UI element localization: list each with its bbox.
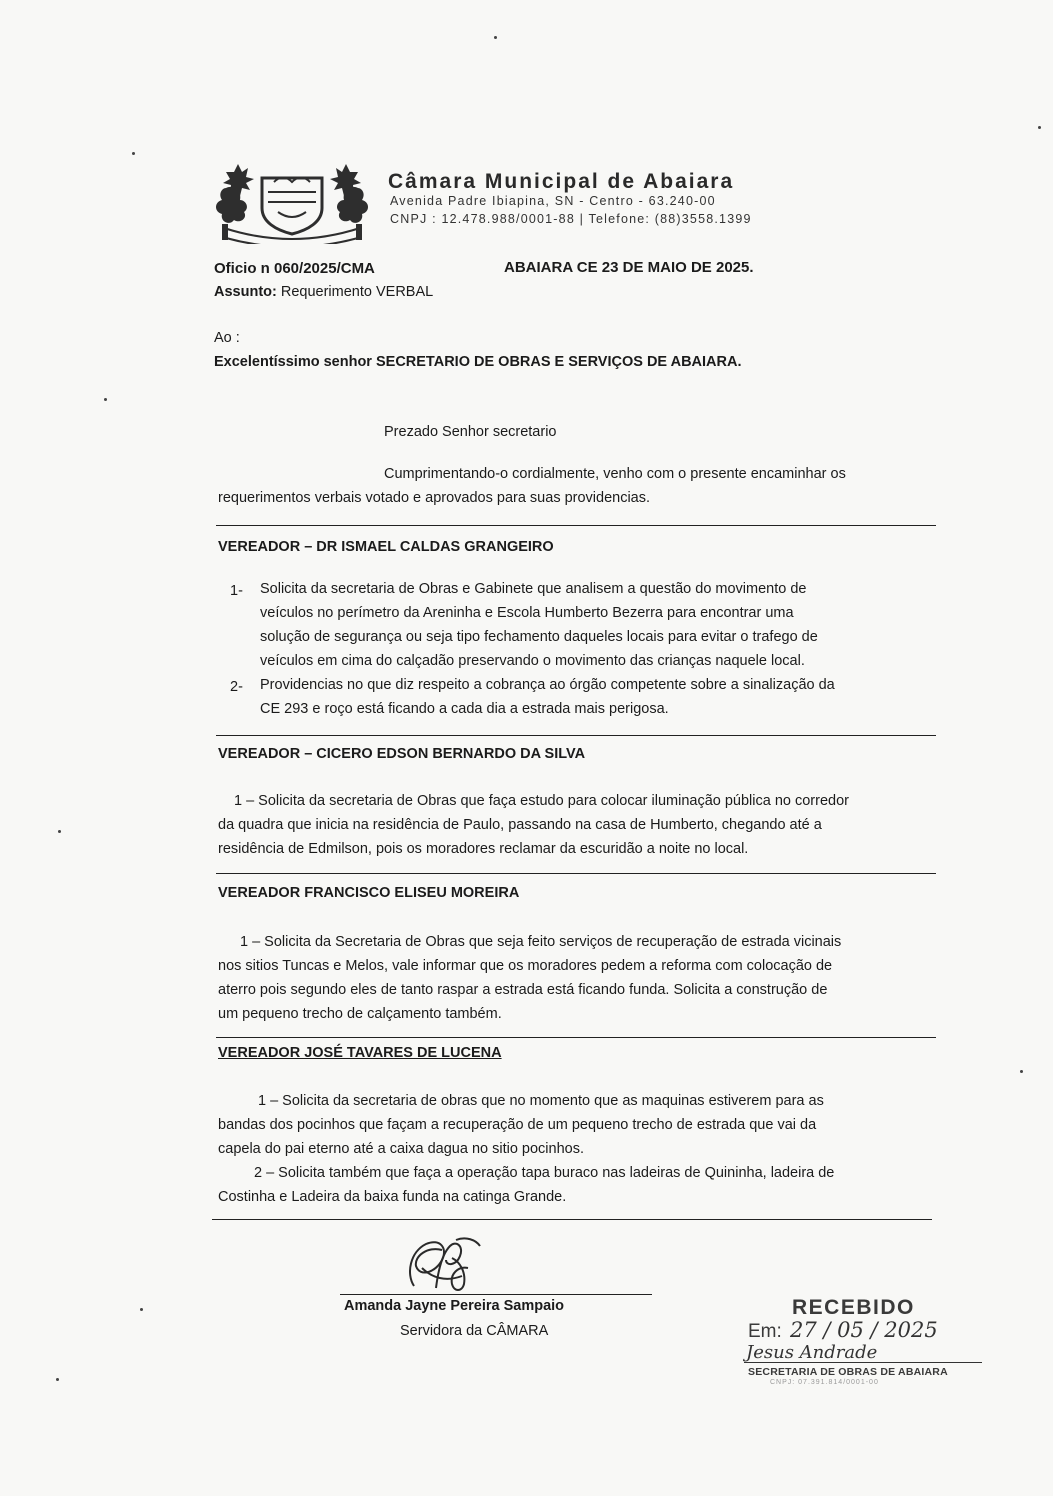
section-heading: VEREADOR – CICERO EDSON BERNARDO DA SILVA (218, 746, 586, 762)
scan-speck (132, 152, 135, 155)
request-line: Costinha e Ladeira da baixa funda na catinga Grande. (218, 1189, 567, 1205)
received-stamp (740, 1296, 984, 1386)
scan-speck (494, 36, 497, 39)
divider (216, 735, 936, 736)
request-item (218, 789, 942, 861)
handwritten-signature (396, 1228, 486, 1298)
request-line: aterro pois segundo eles de tanto raspar a estrada está ficando funda. Solicita a construção de (218, 982, 828, 998)
section-heading: VEREADOR JOSÉ TAVARES DE LUCENA (218, 1045, 502, 1061)
institution-title: Câmara Municipal de Abaiara (388, 170, 735, 193)
item-number: 2- (230, 679, 243, 695)
request-line: Providencias no que diz respeito a cobrança ao órgão competente sobre a sinalização da (260, 677, 835, 693)
request-line: um pequeno trecho de calçamento também. (218, 1006, 502, 1022)
request-line: capela do pai eterno até a caixa dagua no sitio pocinhos. (218, 1141, 584, 1157)
divider (216, 525, 936, 526)
item-number: 1- (230, 583, 243, 599)
stamp-rule (744, 1362, 982, 1363)
request-line: residência de Edmilson, pois os moradores reclamar da escuridão a noite no local. (218, 841, 749, 857)
request-line: nos sitios Tuncas e Melos, vale informar que os moradores pedem a reforma com colocação de (218, 958, 833, 974)
stamp-date-label: Em: (748, 1321, 782, 1342)
request-line: Solicita da secretaria de Obras e Gabinete que analisem a questão do movimento de (260, 581, 807, 597)
scan-speck (140, 1308, 143, 1311)
subject-line (214, 284, 433, 300)
scan-speck (1020, 1070, 1023, 1073)
recipient-line: Excelentíssimo senhor SECRETARIO DE OBRAS E SERVIÇOS DE ABAIARA. (214, 354, 742, 370)
section-heading: VEREADOR FRANCISCO ELISEU MOREIRA (218, 885, 520, 901)
request-item (260, 673, 940, 721)
signature-line (340, 1294, 652, 1295)
letter-date: ABAIARA CE 23 DE MAIO DE 2025. (504, 259, 754, 276)
scan-speck (56, 1378, 59, 1381)
request-item (260, 577, 940, 673)
signatory-role: Servidora da CÂMARA (400, 1323, 549, 1339)
institution-contact: CNPJ : 12.478.988/0001-88 | Telefone: (88)3558.1399 (390, 212, 752, 226)
request-item (218, 1089, 942, 1209)
letter-number: Oficio n 060/2025/CMA (214, 260, 375, 277)
request-line: bandas dos pocinhos que façam a recuperação de um pequeno trecho de estrada que vai da (218, 1117, 817, 1133)
section-heading: VEREADOR – DR ISMAEL CALDAS GRANGEIRO (218, 539, 554, 555)
signatory-name: Amanda Jayne Pereira Sampaio (344, 1298, 565, 1314)
to-label: Ao : (214, 330, 240, 346)
intro-line-1: Cumprimentando-o cordialmente, venho com o presente encaminhar os (384, 466, 846, 482)
request-line: veículos no perímetro da Areninha e Escola Humberto Bezerra para encontrar uma (260, 605, 794, 621)
request-line: 1 – Solicita da Secretaria de Obras que seja feito serviços de recuperação de estrada vicinais (240, 934, 842, 950)
request-line: veículos em cima do calçadão preservando o movimento das crianças naquele local. (260, 653, 805, 669)
request-line: 1 – Solicita da secretaria de obras que no momento que as maquinas estiverem para as (258, 1093, 824, 1109)
scan-speck (104, 398, 107, 401)
stamp-org: SECRETARIA DE OBRAS DE ABAIARA (748, 1366, 948, 1378)
divider (216, 1037, 936, 1038)
institution-address: Avenida Padre Ibiapina, SN - Centro - 63.240-00 (390, 194, 716, 208)
greeting: Prezado Senhor secretario (384, 424, 557, 440)
stamp-title: RECEBIDO (792, 1296, 915, 1319)
request-line: da quadra que inicia na residência de Paulo, passando na casa de Humberto, chegando até a (218, 817, 822, 833)
request-item (218, 930, 942, 1026)
stamp-signature: Jesus Andrade (746, 1342, 878, 1363)
subject-value: Requerimento VERBAL (280, 284, 434, 300)
divider (216, 873, 936, 874)
scan-speck (58, 830, 61, 833)
intro-line-2: requerimentos verbais votado e aprovados para suas providencias. (218, 490, 651, 506)
stamp-date-value: 27 / 05 / 2025 (790, 1318, 938, 1342)
request-line: CE 293 e roço está ficando a cada dia a estrada mais perigosa. (260, 701, 669, 717)
crest-logo (212, 158, 372, 244)
scan-speck (1038, 126, 1041, 129)
stamp-cnpj: CNPJ: 07.391.814/0001-00 (770, 1379, 879, 1386)
request-line: solução de segurança ou seja tipo fechamento daqueles locais para evitar o trafego de (260, 629, 818, 645)
subject-label: Assunto: (214, 284, 277, 300)
request-line: 1 – Solicita da secretaria de Obras que faça estudo para colocar iluminação pública no corredor (234, 793, 849, 809)
divider (212, 1219, 932, 1220)
request-line: 2 – Solicita também que faça a operação tapa buraco nas ladeiras de Quininha, ladeira de (254, 1165, 835, 1181)
